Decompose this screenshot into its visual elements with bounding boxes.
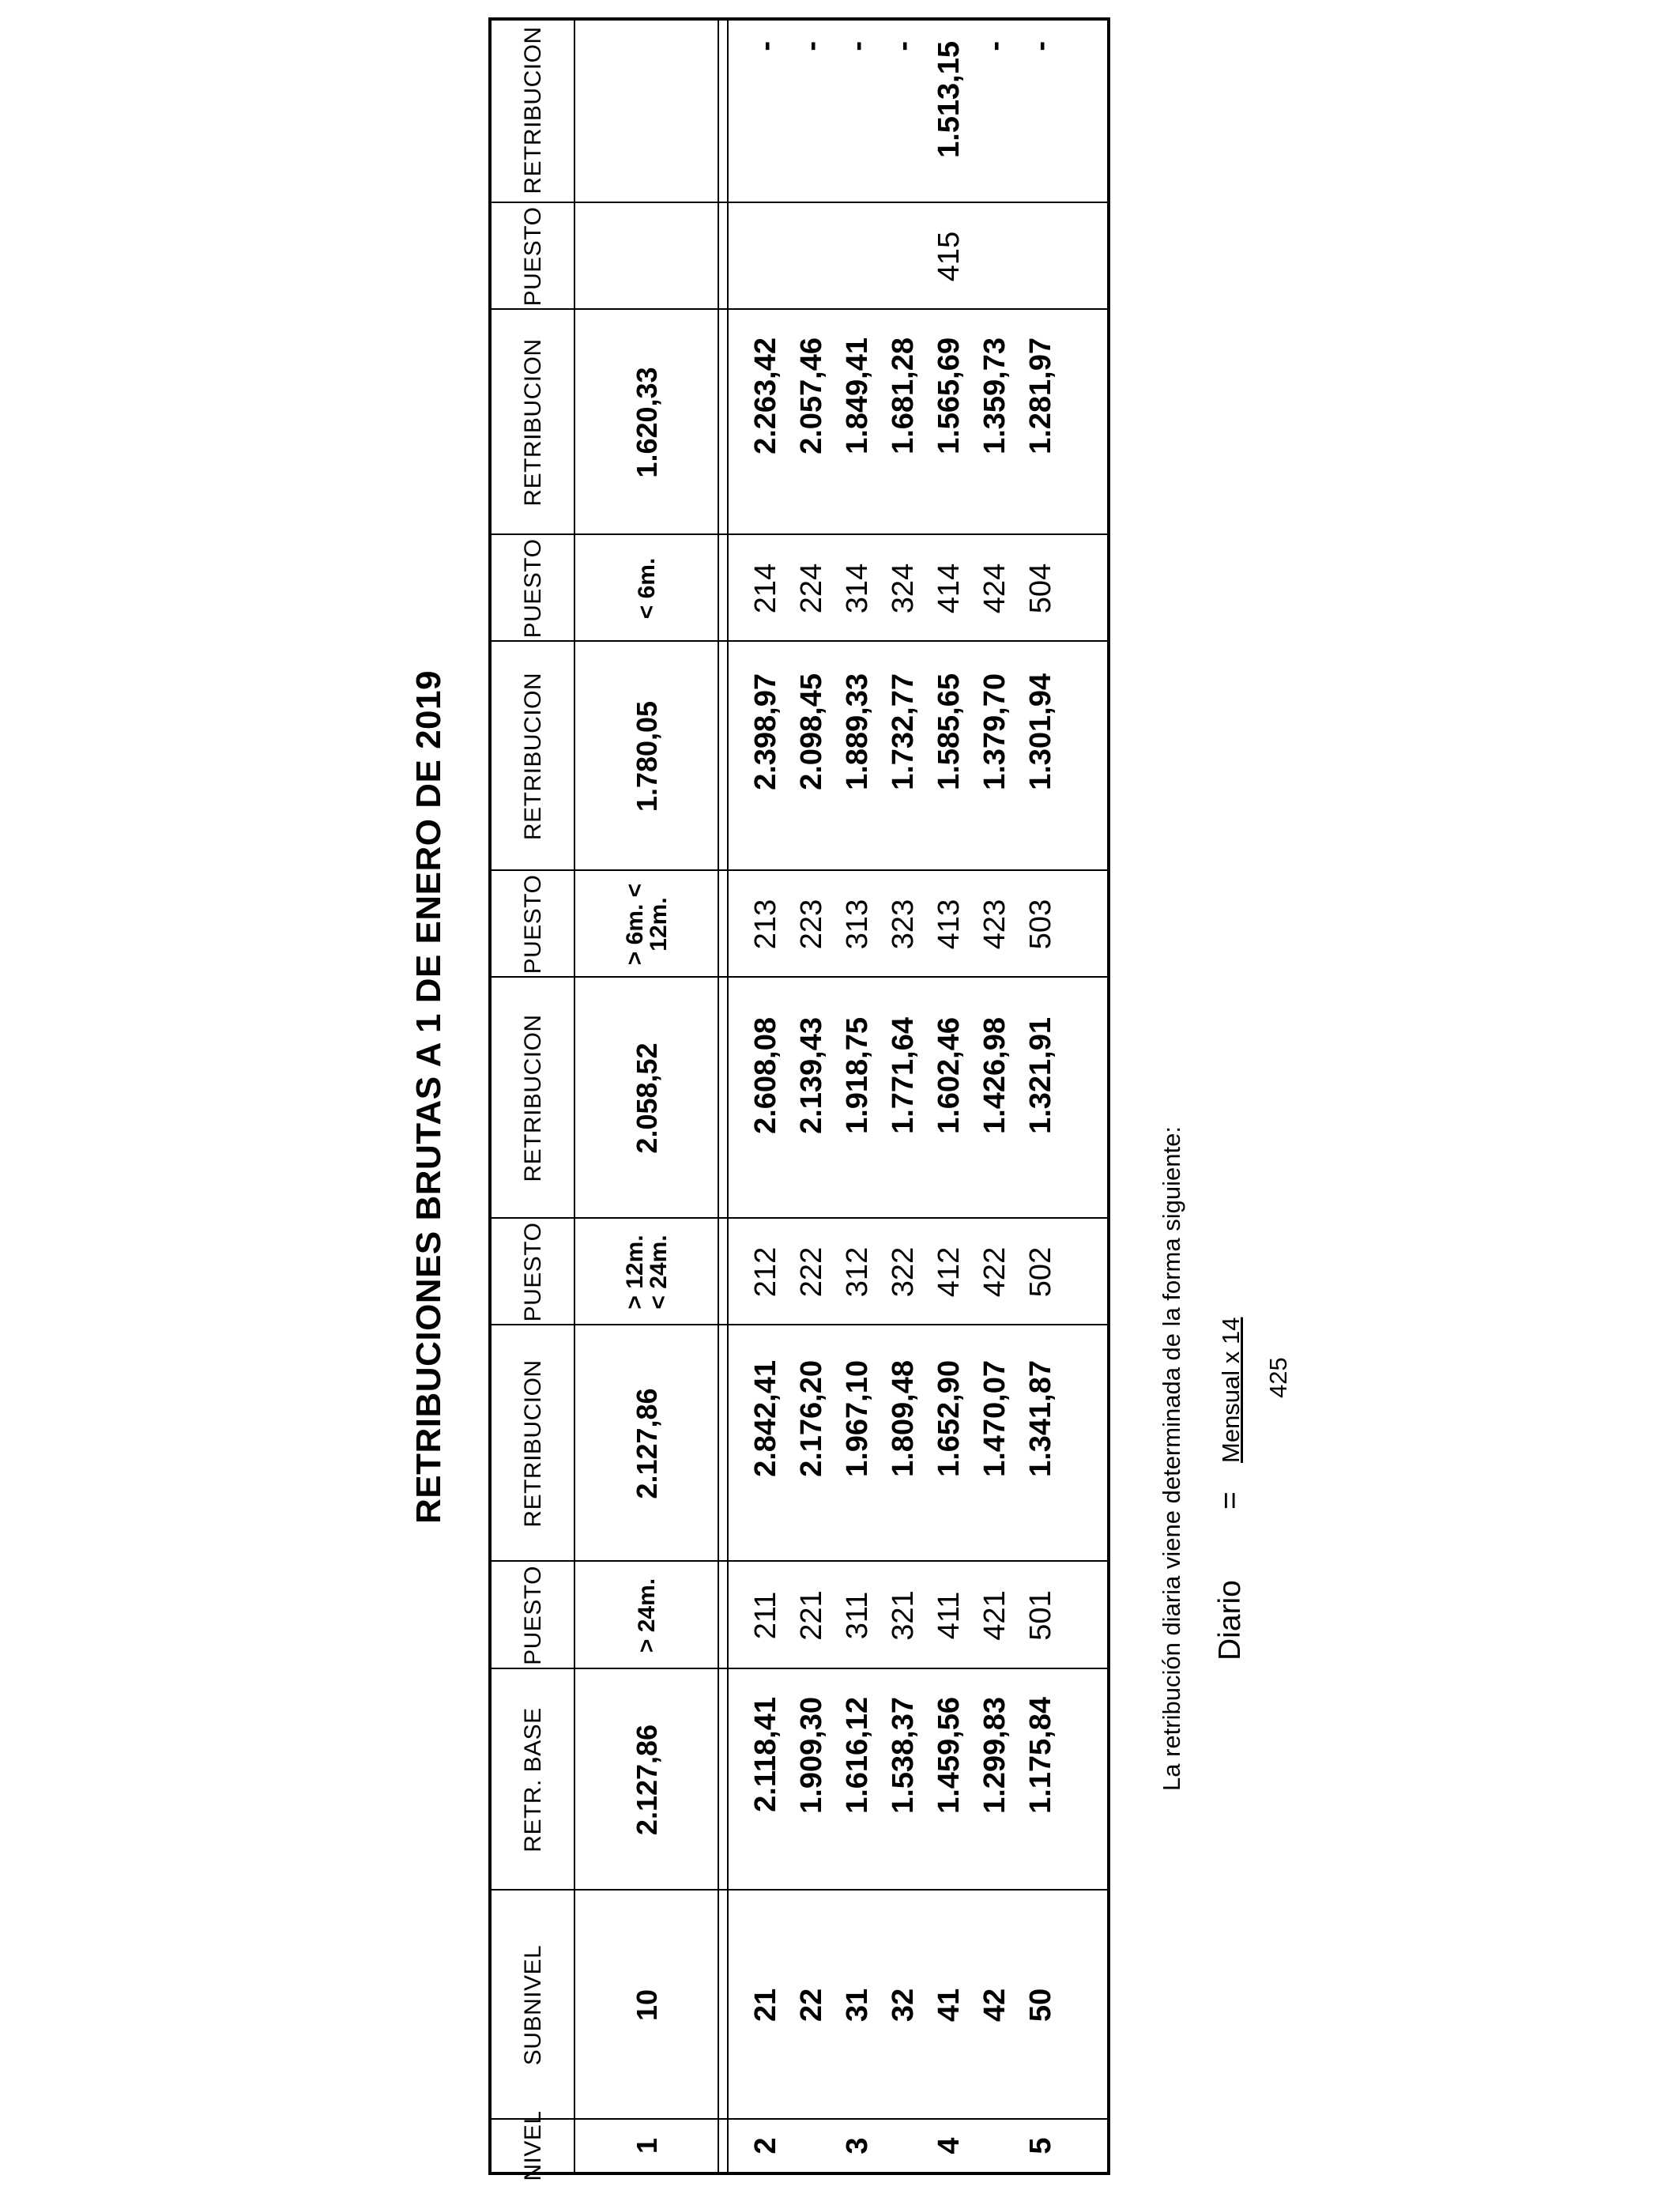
- header-puesto-3: PUESTO: [520, 874, 546, 974]
- row1-subnivel: 10: [631, 1989, 663, 2022]
- row1-ret-4: 1.620,33: [631, 367, 663, 478]
- table-cell: 323: [887, 899, 920, 950]
- table-cell: 421: [978, 1590, 1011, 1641]
- table-cell: 222: [795, 1246, 828, 1298]
- table-cell: 41: [932, 1988, 966, 2022]
- table-cell: 312: [841, 1246, 874, 1298]
- table-cell: 212: [749, 1246, 782, 1298]
- table-cell: 1.513,15: [932, 41, 966, 158]
- table-cell: 504: [1024, 563, 1057, 614]
- table-cell: 1.602,46: [932, 1017, 966, 1134]
- table-cell: 4: [932, 2137, 966, 2154]
- header-puesto-1: PUESTO: [520, 1566, 546, 1665]
- header-puesto-2: PUESTO: [520, 1222, 546, 1322]
- column-puesto-5: [743, 203, 1064, 310]
- page-title: RETRIBUCIONES BRUTAS A 1 DE ENERO DE 2019: [409, 670, 448, 1524]
- table-cell: 1.918,75: [841, 1017, 874, 1134]
- table-cell: [834, 203, 880, 310]
- column-ret-4: [743, 337, 1064, 535]
- table-cell: -: [841, 41, 874, 51]
- header-subnivel: SUBNIVEL: [520, 1944, 546, 2066]
- table-cell: -: [1024, 41, 1057, 51]
- table-cell: 211: [749, 1591, 782, 1640]
- column-puesto-1: [743, 1562, 1064, 1669]
- header-nivel: NIVEL: [520, 2110, 546, 2181]
- header-retribucion-2: RETRIBUCION: [520, 1014, 546, 1182]
- column-ret-1: [743, 1360, 1064, 1562]
- table-cell: [880, 2120, 926, 2172]
- table-cell: 31: [841, 1988, 874, 2022]
- table-cell: 411: [932, 1591, 966, 1640]
- table-cell: 1.359,73: [978, 337, 1011, 454]
- table-cell: 1.299,83: [978, 1697, 1011, 1814]
- table-cell: 3: [841, 2137, 874, 2154]
- table-cell: 314: [841, 563, 874, 614]
- table-cell: 1.909,30: [795, 1697, 828, 1814]
- row1-ret-3: 1.780,05: [631, 700, 663, 812]
- table-cell: 1.470,07: [978, 1360, 1011, 1477]
- table-cell: 321: [887, 1590, 920, 1641]
- table-cell: 42: [978, 1988, 1011, 2022]
- column-ret-3: [743, 673, 1064, 871]
- table-cell: 424: [978, 563, 1011, 614]
- table-cell: 322: [887, 1246, 920, 1298]
- table-cell: 2.118,41: [749, 1697, 782, 1812]
- table-cell: 1.301,94: [1024, 673, 1057, 790]
- table-cell: 2: [749, 2137, 782, 2154]
- table-cell: [789, 2120, 834, 2172]
- table-cell: 423: [978, 899, 1011, 950]
- header-retribucion-5: RETRIBUCION: [520, 26, 546, 194]
- table-cell: -: [795, 41, 828, 51]
- table-cell: -: [749, 41, 782, 51]
- column-puesto-4: [743, 535, 1064, 642]
- table-cell: 224: [795, 563, 828, 614]
- salary-table: [488, 17, 1110, 2181]
- row1-puesto-4: < 6m.: [634, 557, 660, 620]
- table-cell: 32: [887, 1988, 920, 2022]
- table-cell: 2.176,20: [795, 1360, 828, 1477]
- table-cell: 223: [795, 899, 828, 950]
- table-cell: 1.616,12: [841, 1697, 874, 1814]
- table-cell: 22: [795, 1988, 828, 2022]
- table-cell: 1.681,28: [887, 337, 920, 454]
- table-cell: [1018, 203, 1064, 310]
- row1-ret-1: 2.127,86: [631, 1388, 663, 1499]
- table-cell: 1.565,69: [932, 337, 966, 454]
- table-cell: [972, 203, 1018, 310]
- table-cell: [972, 2120, 1018, 2172]
- header-retribucion-3: RETRIBUCION: [520, 672, 546, 841]
- row1-puesto-2: > 12m. < 24m.: [622, 1235, 672, 1310]
- row1-ret-2: 2.058,52: [631, 1042, 663, 1154]
- table-cell: 2.098,45: [795, 673, 828, 790]
- column-puesto-2: [743, 1219, 1064, 1325]
- table-cell: 415: [932, 231, 966, 282]
- header-retribucion-4: RETRIBUCION: [520, 338, 546, 507]
- table-cell: 1.426,98: [978, 1017, 1011, 1134]
- table-cell: 501: [1024, 1590, 1057, 1641]
- table-cell: 502: [1024, 1246, 1057, 1298]
- table-cell: [789, 203, 834, 310]
- column-nivel: [743, 2120, 1064, 2172]
- table-cell: 2.398,97: [749, 673, 782, 790]
- table-cell: 1.967,10: [841, 1360, 874, 1477]
- table-cell: 422: [978, 1246, 1011, 1298]
- column-base: [743, 1697, 1064, 1891]
- formula-equals: =: [1213, 1491, 1247, 1510]
- table-cell: 5: [1024, 2137, 1057, 2154]
- table-cell: 2.263,42: [749, 337, 782, 454]
- table-cell: 213: [749, 899, 782, 950]
- table-cell: 1.459,56: [932, 1697, 966, 1814]
- table-cell: 414: [932, 563, 966, 614]
- table-cell: 412: [932, 1246, 966, 1298]
- table-cell: 313: [841, 899, 874, 950]
- table-cell: 2.842,41: [749, 1360, 782, 1477]
- table-cell: 21: [749, 1988, 782, 2022]
- table-cell: 2.139,43: [795, 1017, 828, 1134]
- row-divider: [718, 21, 719, 2172]
- table-cell: 324: [887, 563, 920, 614]
- table-cell: 1.341,87: [1024, 1360, 1057, 1477]
- header-puesto-5: PUESTO: [520, 206, 546, 307]
- column-puesto-3: [743, 871, 1064, 978]
- table-cell: 1.652,90: [932, 1360, 966, 1477]
- table-cell: 413: [932, 899, 966, 950]
- table-cell: -: [887, 41, 920, 51]
- row1-puesto-1: > 24m.: [634, 1578, 660, 1653]
- row1-base: 2.127,86: [631, 1724, 663, 1836]
- table-cell: 1.538,37: [887, 1697, 920, 1814]
- formula-label: Diario: [1213, 1580, 1247, 1661]
- row-divider: [727, 21, 729, 2172]
- table-cell: -: [978, 41, 1011, 51]
- row1-puesto-3: > 6m. < 12m.: [622, 883, 672, 966]
- table-cell: 1.585,65: [932, 673, 966, 790]
- column-ret-2: [743, 1017, 1064, 1219]
- column-ret-5: [743, 41, 1064, 203]
- header-puesto-4: PUESTO: [520, 538, 546, 639]
- table-cell: 311: [841, 1591, 874, 1640]
- table-cell: 1.321,91: [1024, 1017, 1057, 1134]
- table-cell: 2.608,08: [749, 1017, 782, 1134]
- table-cell: [880, 203, 926, 310]
- table-cell: 1.889,33: [841, 673, 874, 790]
- table-cell: 503: [1024, 899, 1057, 950]
- formula-denominator: 425: [1264, 1357, 1292, 1398]
- formula-numerator: Mensual x 14: [1217, 1317, 1245, 1463]
- table-cell: 2.057,46: [795, 337, 828, 454]
- table-cell: 1.809,48: [887, 1360, 920, 1477]
- column-subnivel: [743, 1891, 1064, 2120]
- header-retribucion-1: RETRIBUCION: [520, 1359, 546, 1528]
- table-cell: 214: [749, 563, 782, 614]
- table-cell: 1.849,41: [841, 337, 874, 454]
- table-cell: 1.771,64: [887, 1017, 920, 1134]
- header-retr-base: RETR. BASE: [520, 1707, 546, 1853]
- row1-nivel: 1: [631, 2137, 663, 2154]
- table-cell: [743, 203, 789, 310]
- table-cell: 1.175,84: [1024, 1697, 1057, 1814]
- table-cell: 1.732,77: [887, 673, 920, 790]
- daily-pay-note: La retribución diaria viene determinada de la forma siguiente:: [1158, 1126, 1185, 1791]
- table-cell: 221: [795, 1590, 828, 1641]
- table-cell: 50: [1024, 1988, 1057, 2022]
- table-cell: 1.379,70: [978, 673, 1011, 790]
- table-cell: 1.281,97: [1024, 337, 1057, 454]
